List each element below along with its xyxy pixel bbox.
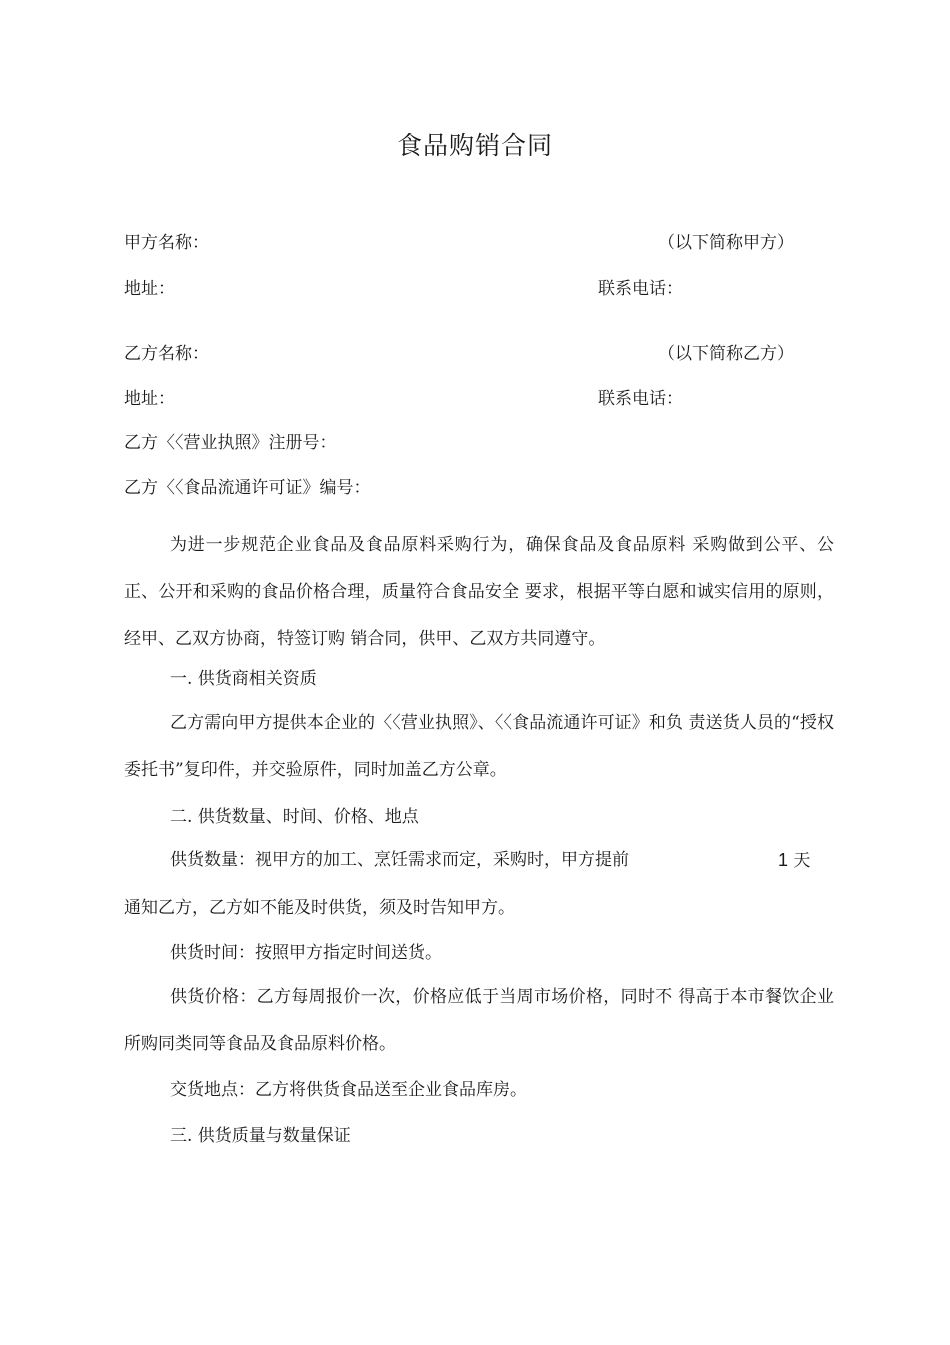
party-b-name-label: 乙方名称： bbox=[124, 344, 209, 364]
section-3-heading: 三. 供货质量与数量保证 bbox=[170, 1126, 351, 1146]
party-b-phone-label: 联系电话： bbox=[598, 389, 683, 409]
quantity-text-first-line: 供货数量：视甲方的加工、烹饪需求而定，采购时，甲方提前 bbox=[170, 850, 629, 870]
section-1-paragraph: 乙方需向甲方提供本企业的〈〈营业执照》、〈〈食品流通许可证》和负 责送货人员的“授权委托书”复印件，并交验原件，同时加盖乙方公章。 bbox=[124, 713, 834, 780]
party-b-name-note: （以下简称乙方） bbox=[658, 344, 794, 364]
quantity-day-unit: 天 bbox=[793, 851, 811, 871]
section-2-heading: 二. 供货数量、时间、价格、地点 bbox=[170, 807, 419, 827]
party-a-address-label: 地址： bbox=[124, 279, 175, 299]
party-b-permit-label: 乙方〈〈食品流通许可证》编号： bbox=[124, 478, 371, 498]
quantity-text-second-line: 通知乙方，乙方如不能及时供货，须及时告知甲方。 bbox=[124, 898, 515, 918]
quantity-days-value: 1 bbox=[778, 850, 789, 870]
quantity-days bbox=[778, 848, 810, 873]
party-a-name-label: 甲方名称： bbox=[124, 233, 209, 253]
party-a-phone-label: 联系电话： bbox=[598, 279, 683, 299]
intro-paragraph: 为进一步规范企业食品及食品原料采购行为，确保食品及食品原料 采购做到公平、公正、公开和采购的食品价格合理，质量符合食品安全 要求，根据平等白愿和诚实信用的原则，经甲、乙双方协商，特签订购 销合同，供甲、乙双方共同遵守。 bbox=[124, 535, 834, 649]
delivery-place-text: 交货地点：乙方将供货食品送至企业食品库房。 bbox=[170, 1080, 527, 1100]
supply-time-text: 供货时间：按照甲方指定时间送货。 bbox=[170, 943, 442, 963]
page-title: 食品购销合同 bbox=[396, 131, 553, 160]
party-b-address-label: 地址： bbox=[124, 389, 175, 409]
section-1-heading: 一. 供货商相关资质 bbox=[170, 669, 317, 689]
party-b-license-label: 乙方〈〈营业执照》注册号： bbox=[124, 433, 337, 453]
supply-price-paragraph: 供货价格：乙方每周报价一次，价格应低于当周市场价格，同时不 得高于本市餐饮企业所购同类同等食品及食品原料价格。 bbox=[124, 987, 834, 1054]
party-a-name-note: （以下简称甲方） bbox=[658, 233, 794, 253]
